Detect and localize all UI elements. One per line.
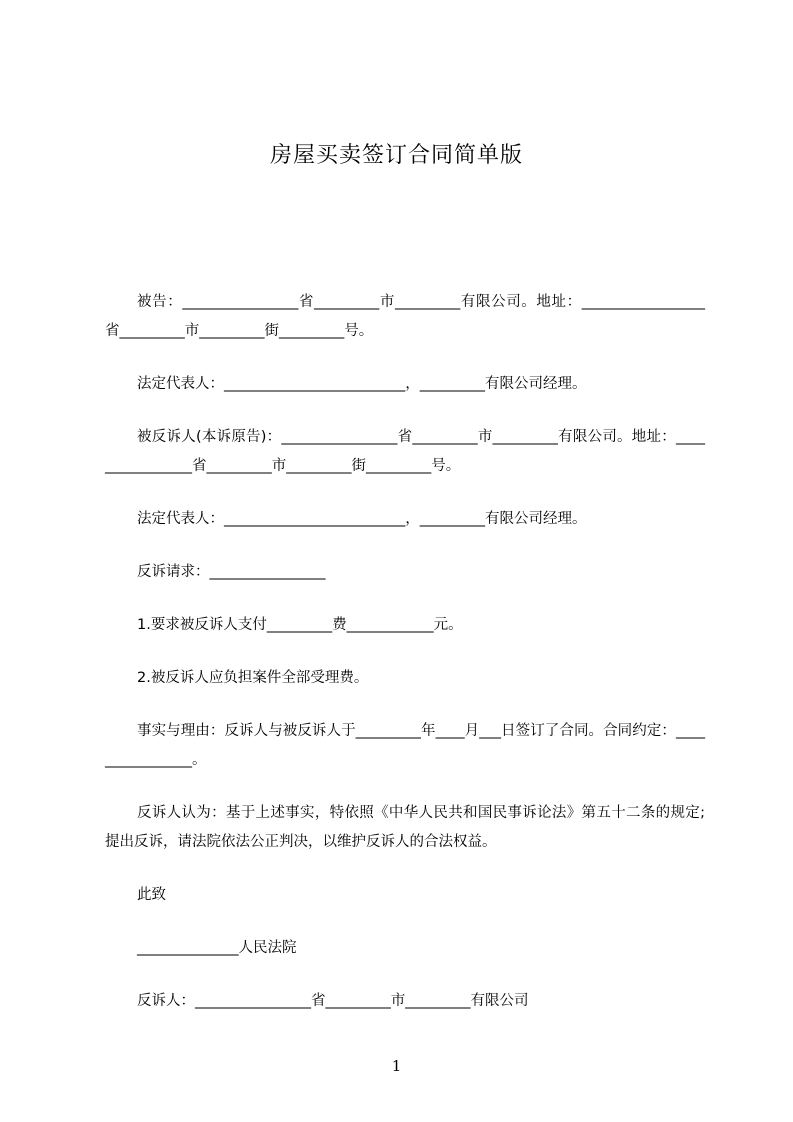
document-title: 房屋买卖签订合同简单版 (269, 143, 523, 168)
paragraph-request-item-1: 1.要求被反诉人支付_________费____________元。 (137, 617, 463, 633)
paragraph-defendant-representative: 法定代表人：_________________________，_________有限公司经理。 (137, 376, 587, 392)
paragraph-defendant: 被告：________________省_________市_________有限公司。地址：_________________省_________市_________街_________号。 (105, 294, 705, 339)
paragraph-legal-basis: 反诉人认为：基于上述事实，特依照《中华人民共和国民事诉论法》第五十二条的规定;提出反诉，请法院依法公正判决，以维护反诉人的合法权益。 (105, 805, 705, 850)
paragraph-facts-and-reasons: 事实与理由：反诉人与被反诉人于_________年____月___日签订了合同。合同约定：________________。 (105, 723, 705, 768)
paragraph-salutation: 此致 (137, 887, 166, 903)
paragraph-request-item-2: 2.被反诉人应负担案件全部受理费。 (137, 670, 369, 686)
paragraph-counterclaimant: 反诉人：________________省_________市_________有限公司 (137, 993, 529, 1009)
paragraph-counter-defendant: 被反诉人(本诉原告)：________________省_________市_________有限公司。地址：________________省_________市_________街_________号。 (105, 429, 705, 474)
paragraph-court-name: ______________人民法院 (137, 940, 297, 956)
paragraph-counterclaim-request: 反诉请求：________________ (137, 564, 326, 580)
page-number: 1 (391, 1057, 402, 1075)
document-body (105, 288, 705, 1040)
paragraph-counter-defendant-representative: 法定代表人：_________________________，_________有限公司经理。 (137, 511, 587, 527)
